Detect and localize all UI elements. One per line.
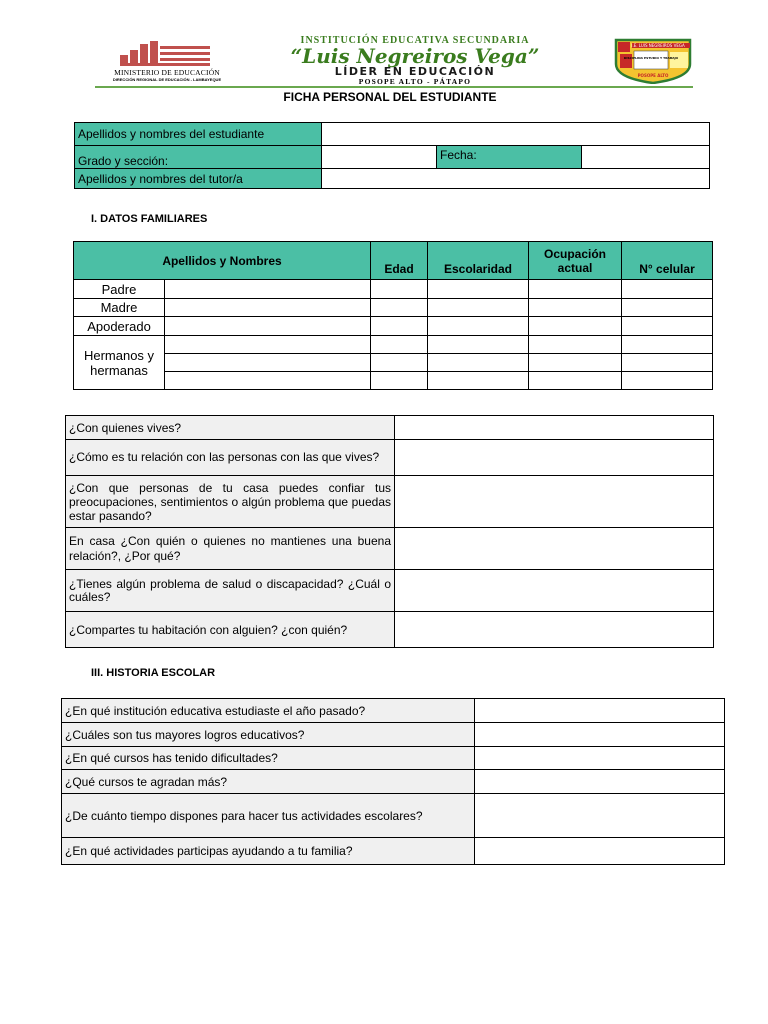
header-names: Apellidos y Nombres	[74, 242, 371, 280]
school-location: POSOPE ALTO - PÁTAPO	[358, 77, 472, 86]
sibling-name-field[interactable]	[165, 354, 371, 372]
school-motto: LÍDER EN EDUCACIÓN	[334, 65, 496, 78]
question-trust: ¿Con que personas de tu casa puedes confiar tus preocupaciones, sentimientos o algún problema que puedas estar pasando?	[66, 476, 395, 528]
family-table	[73, 241, 713, 390]
row-label-siblings: Hermanos y hermanas	[74, 336, 165, 390]
question-relationship: ¿Cómo es tu relación con las personas con las que vives?	[66, 440, 395, 476]
mother-name-field[interactable]	[165, 299, 371, 317]
table-row	[74, 336, 713, 354]
answer-lives-with[interactable]	[395, 416, 714, 440]
header-age: Edad	[371, 242, 428, 280]
table-row	[74, 372, 713, 390]
question-conflict: En casa ¿Con quién o quienes no mantienes una buena relación?, ¿Por qué?	[66, 528, 395, 570]
sibling-name-field[interactable]	[165, 372, 371, 390]
father-schooling-field[interactable]	[428, 280, 529, 299]
question-study-time: ¿De cuánto tiempo dispones para hacer tus actividades escolares?	[62, 794, 475, 838]
table-row	[66, 528, 714, 570]
mother-schooling-field[interactable]	[428, 299, 529, 317]
sibling-schooling-field[interactable]	[428, 372, 529, 390]
section-school-history-title: III. HISTORIA ESCOLAR	[91, 667, 216, 679]
answer-room[interactable]	[395, 612, 714, 648]
guardian-occupation-field[interactable]	[529, 317, 622, 336]
guardian-name-field[interactable]	[165, 317, 371, 336]
question-lives-with: ¿Con quienes vives?	[66, 416, 395, 440]
table-row	[66, 416, 714, 440]
sibling-phone-field[interactable]	[622, 336, 713, 354]
table-row	[66, 612, 714, 648]
answer-health[interactable]	[395, 570, 714, 612]
header-schooling: Escolaridad	[428, 242, 529, 280]
ministry-subtitle: DIRECCIÓN REGIONAL DE EDUCACIÓN - LAMBAYEQUE	[112, 77, 222, 82]
sibling-occupation-field[interactable]	[529, 372, 622, 390]
grade-label: Grado y sección:	[75, 146, 322, 169]
document-title: FICHA PERSONAL DEL ESTUDIANTE	[283, 90, 497, 104]
question-achievements: ¿Cuáles son tus mayores logros educativos?	[62, 723, 475, 747]
header-divider	[95, 86, 693, 88]
question-room: ¿Compartes tu habitación con alguien? ¿con quién?	[66, 612, 395, 648]
grade-field[interactable]	[322, 146, 437, 169]
guardian-age-field[interactable]	[371, 317, 428, 336]
institution-type: INSTITUCIÓN EDUCATIVA SECUNDARIA	[300, 35, 530, 46]
table-row	[62, 770, 725, 794]
sibling-occupation-field[interactable]	[529, 354, 622, 372]
student-name-label: Apellidos y nombres del estudiante	[75, 123, 322, 146]
table-row	[62, 794, 725, 838]
table-row	[66, 440, 714, 476]
tutor-name-field[interactable]	[322, 169, 710, 189]
sibling-age-field[interactable]	[371, 354, 428, 372]
table-row	[74, 354, 713, 372]
sibling-age-field[interactable]	[371, 336, 428, 354]
sibling-schooling-field[interactable]	[428, 336, 529, 354]
table-row	[62, 747, 725, 770]
question-difficulties: ¿En qué cursos has tenido dificultades?	[62, 747, 475, 770]
header-occupation: Ocupación actual	[529, 242, 622, 280]
section-family-title: I. DATOS FAMILIARES	[91, 213, 208, 225]
table-row	[62, 699, 725, 723]
shield-text-bottom: POSOPE ALTO	[637, 73, 669, 78]
shield-text-top: I.E. LUIS NEGREIROS VEGA	[631, 43, 685, 48]
question-favorite-courses: ¿Qué cursos te agradan más?	[62, 770, 475, 794]
question-last-school: ¿En qué institución educativa estudiaste el año pasado?	[62, 699, 475, 723]
header-phone: N° celular	[622, 242, 713, 280]
student-info-table	[74, 122, 710, 189]
question-health: ¿Tienes algún problema de salud o discapacidad? ¿Cuál o cuáles?	[66, 570, 395, 612]
row-label-mother: Madre	[74, 299, 165, 317]
table-row	[62, 838, 725, 865]
question-family-activities: ¿En qué actividades participas ayudando a tu familia?	[62, 838, 475, 865]
school-name: “Luis Negreiros Vega”	[290, 44, 540, 68]
sibling-age-field[interactable]	[371, 372, 428, 390]
table-row	[74, 299, 713, 317]
school-history-table	[61, 698, 725, 865]
date-label: Fecha:	[437, 146, 582, 169]
student-name-field[interactable]	[322, 123, 710, 146]
mother-phone-field[interactable]	[622, 299, 713, 317]
sibling-occupation-field[interactable]	[529, 336, 622, 354]
answer-relationship[interactable]	[395, 440, 714, 476]
father-occupation-field[interactable]	[529, 280, 622, 299]
row-label-guardian: Apoderado	[74, 317, 165, 336]
mother-occupation-field[interactable]	[529, 299, 622, 317]
answer-study-time[interactable]	[475, 794, 725, 838]
family-questions-table	[65, 415, 714, 648]
table-row	[66, 476, 714, 528]
answer-conflict[interactable]	[395, 528, 714, 570]
answer-difficulties[interactable]	[475, 747, 725, 770]
date-field[interactable]	[582, 146, 710, 169]
answer-trust[interactable]	[395, 476, 714, 528]
table-row	[74, 317, 713, 336]
father-age-field[interactable]	[371, 280, 428, 299]
sibling-phone-field[interactable]	[622, 372, 713, 390]
row-label-father: Padre	[74, 280, 165, 299]
tutor-name-label: Apellidos y nombres del tutor/a	[75, 169, 322, 189]
ministry-name: MINISTERIO DE EDUCACIÓN	[114, 68, 220, 77]
sibling-phone-field[interactable]	[622, 354, 713, 372]
father-name-field[interactable]	[165, 280, 371, 299]
answer-family-activities[interactable]	[475, 838, 725, 865]
answer-favorite-courses[interactable]	[475, 770, 725, 794]
father-phone-field[interactable]	[622, 280, 713, 299]
sibling-schooling-field[interactable]	[428, 354, 529, 372]
mother-age-field[interactable]	[371, 299, 428, 317]
table-row	[74, 280, 713, 299]
guardian-schooling-field[interactable]	[428, 317, 529, 336]
answer-last-school[interactable]	[475, 699, 725, 723]
guardian-phone-field[interactable]	[622, 317, 713, 336]
table-row	[66, 570, 714, 612]
answer-achievements[interactable]	[475, 723, 725, 747]
sibling-name-field[interactable]	[165, 336, 371, 354]
school-shield-icon	[612, 38, 694, 84]
table-row	[62, 723, 725, 747]
shield-text-mid: DISCIPLINA ESTUDIO Y TRABAJO	[623, 56, 679, 60]
